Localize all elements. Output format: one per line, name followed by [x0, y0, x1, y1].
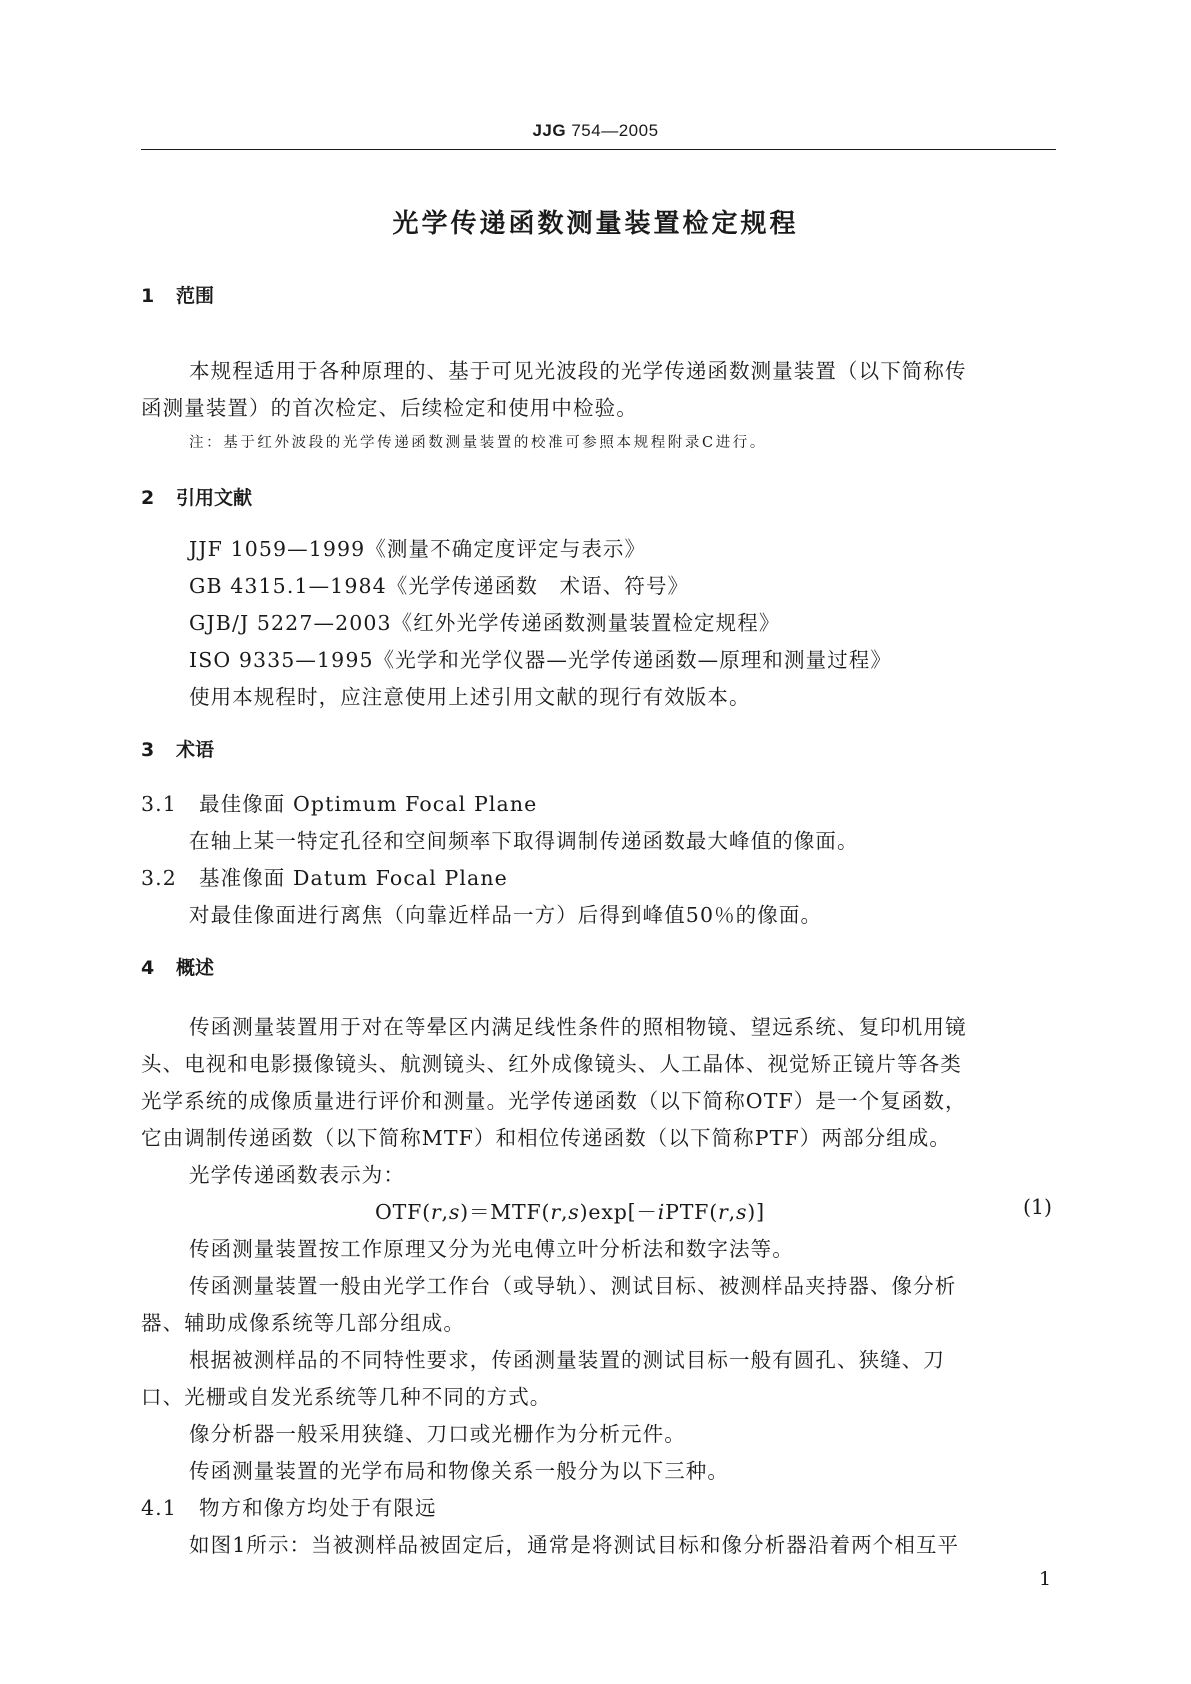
overview-line: 它由调制传递函数（以下简称MTF）和相位传递函数（以下简称PTF）两部分组成。 [141, 1126, 951, 1150]
subsection-title: 物方和像方均处于有限远 [199, 1496, 437, 1520]
reference-item: JJF 1059—1999《测量不确定度评定与表示》 [189, 537, 647, 561]
term-definition: 对最佳像面进行离焦（向靠近样品一方）后得到峰值50％的像面。 [189, 903, 823, 927]
overview-line: 传函测量装置按工作原理又分为光电傅立叶分析法和数字法等。 [189, 1237, 794, 1261]
section-heading-overview [141, 953, 214, 980]
formula-number: (1) [1023, 1195, 1053, 1219]
overview-line: 传函测量装置的光学布局和物像关系一般分为以下三种。 [189, 1459, 729, 1483]
section-heading-terms [141, 735, 214, 762]
overview-line: 口、光栅或自发光系统等几种不同的方式。 [141, 1385, 552, 1409]
header-rule [141, 149, 1056, 150]
term-name: 基准像面 Datum Focal Plane [199, 866, 508, 890]
reference-item: GB 4315.1—1984《光学传递函数 术语、符号》 [189, 574, 690, 598]
section-number: 1 [141, 285, 155, 307]
reference-note: 使用本规程时，应注意使用上述引用文献的现行有效版本。 [189, 685, 751, 709]
section-number: 2 [141, 487, 155, 509]
scope-line-2: 函测量装置）的首次检定、后续检定和使用中检验。 [141, 396, 638, 420]
overview-line: 像分析器一般采用狭缝、刀口或光栅作为分析元件。 [189, 1422, 686, 1446]
section-title: 范围 [176, 285, 215, 307]
term-heading-datum [141, 861, 508, 891]
section-heading-scope [141, 281, 214, 308]
reference-item: ISO 9335—1995《光学和光学仪器—光学传递函数—原理和测量过程》 [189, 648, 893, 672]
overview-line: 根据被测样品的不同特性要求，传函测量装置的测试目标一般有圆孔、狭缝、刀 [189, 1348, 945, 1372]
section-heading-references [141, 483, 252, 510]
page-number: 1 [1039, 1568, 1052, 1590]
subsection-number: 4.1 [141, 1496, 177, 1520]
subsection-heading-4-1 [141, 1491, 437, 1521]
section-title: 引用文献 [176, 487, 253, 509]
term-definition: 在轴上某一特定孔径和空间频率下取得调制传递函数最大峰值的像面。 [189, 829, 859, 853]
header-number: 754—2005 [571, 121, 659, 140]
otf-formula: OTF(r,s)＝MTF(r,s)exp[－iPTF(r,s)] [375, 1200, 765, 1224]
term-heading-optimum [141, 787, 537, 817]
term-number: 3.1 [141, 792, 177, 816]
term-name: 最佳像面 Optimum Focal Plane [199, 792, 538, 816]
overview-line: 如图1所示：当被测样品被固定后，通常是将测试目标和像分析器沿着两个相互平 [189, 1533, 960, 1557]
reference-item: GJB/J 5227—2003《红外光学传递函数测量装置检定规程》 [189, 611, 781, 635]
overview-line: 传函测量装置一般由光学工作台（或导轨）、测试目标、被测样品夹持器、像分析 [189, 1274, 957, 1298]
overview-line: 光学系统的成像质量进行评价和测量。光学传递函数（以下简称OTF）是一个复函数， [141, 1089, 967, 1113]
section-number: 3 [141, 739, 155, 761]
document-header [0, 121, 1191, 141]
term-number: 3.2 [141, 866, 177, 890]
overview-line: 头、电视和电影摄像镜头、航测镜头、红外成像镜头、人工晶体、视觉矫正镜片等各类 [141, 1052, 962, 1076]
section-number: 4 [141, 957, 155, 979]
header-code: JJG [532, 121, 567, 140]
overview-line: 传函测量装置用于对在等晕区内满足线性条件的照相物镜、望远系统、复印机用镜 [189, 1015, 967, 1039]
overview-line: 器、辅助成像系统等几部分组成。 [141, 1311, 465, 1335]
scope-line-1: 本规程适用于各种原理的、基于可见光波段的光学传递函数测量装置（以下简称传 [189, 359, 967, 383]
section-title: 术语 [176, 739, 215, 761]
formula-intro: 光学传递函数表示为： [189, 1163, 405, 1187]
scope-note: 注：基于红外波段的光学传递函数测量装置的校准可参照本规程附录C进行。 [189, 435, 767, 451]
section-title: 概述 [176, 957, 215, 979]
page-title: 光学传递函数测量装置检定规程 [392, 209, 799, 239]
